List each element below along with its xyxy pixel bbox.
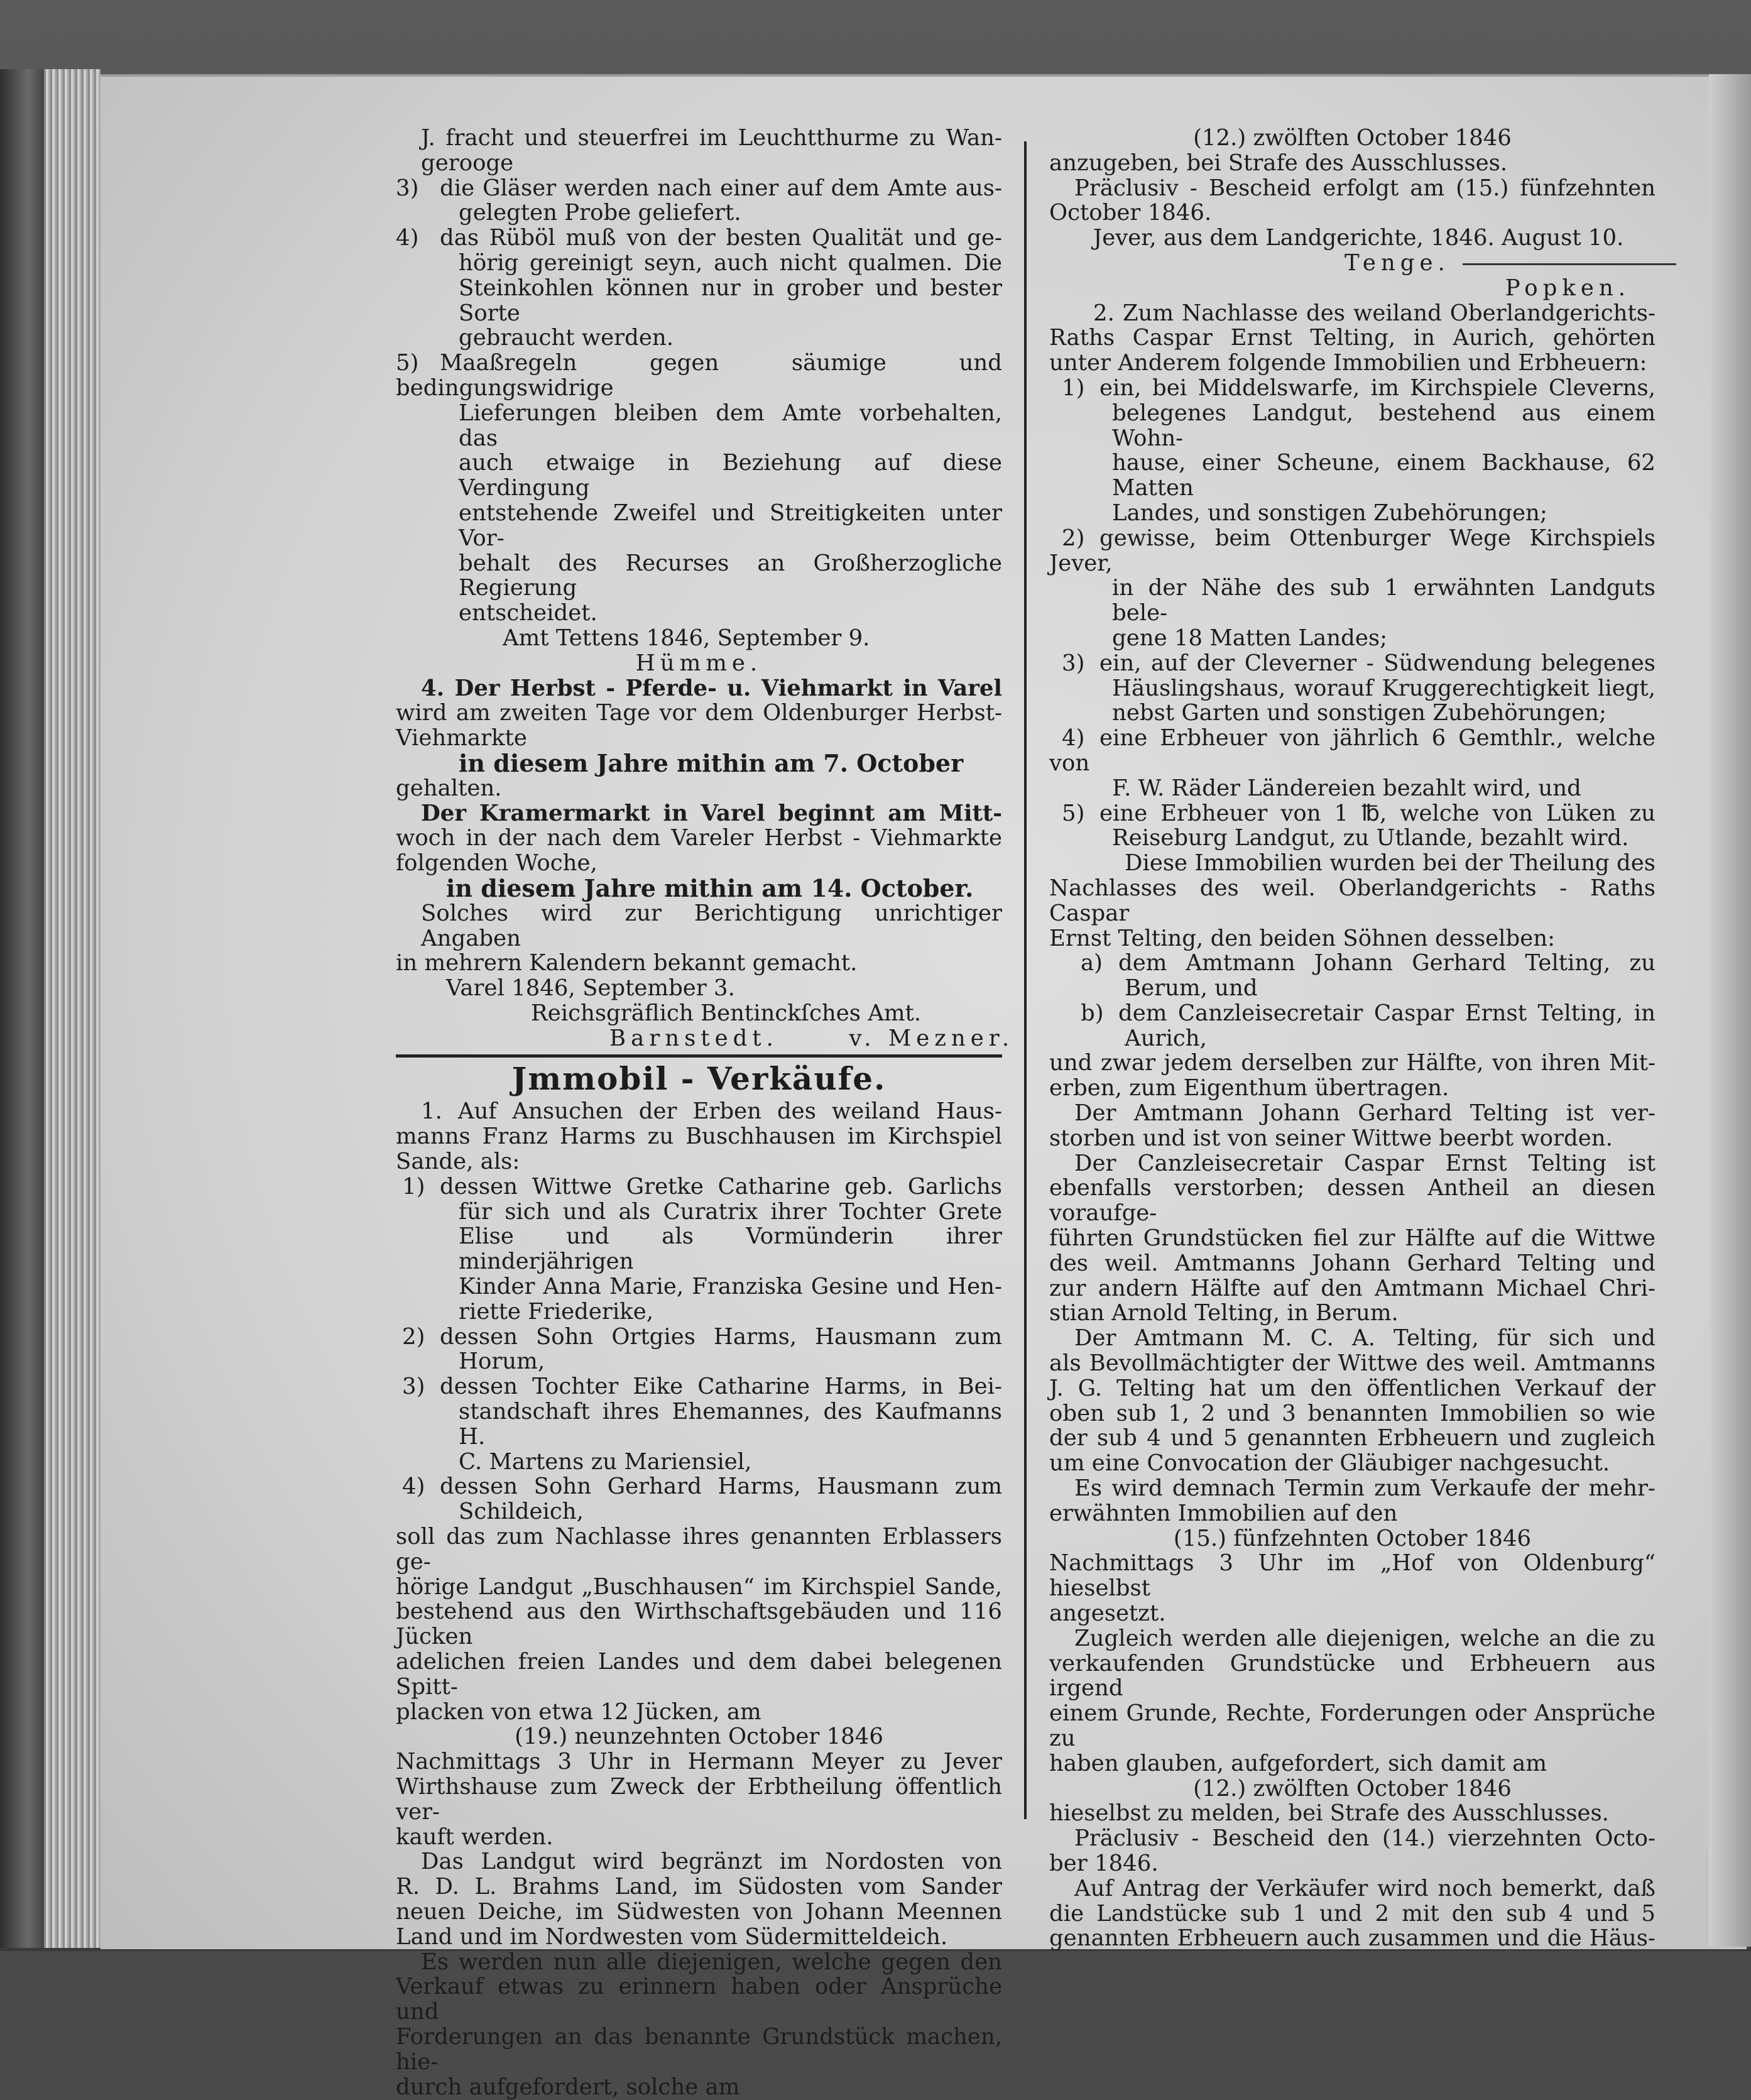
text-line: haben glauben, aufgefordert, sich damit am bbox=[1049, 1750, 1547, 1776]
text-line: angesetzt. bbox=[1049, 1600, 1166, 1627]
list-item bbox=[1049, 801, 1656, 851]
item-number: 1) bbox=[402, 1173, 425, 1200]
text-line: dessen Wittwe Gretke Catharine geb. Garlichs bbox=[440, 1173, 1002, 1200]
text-line: stian Arnold Telting, in Berum. bbox=[1049, 1300, 1399, 1326]
text-line: belegenes Landgut, bestehend aus einem Wohn- bbox=[1112, 400, 1656, 451]
text-line: Präclusiv - Bescheid erfolgt am (15.) fünfzehnten bbox=[1074, 175, 1656, 201]
text-line: die Landstücke sub 1 und 2 mit den sub 4 und 5 bbox=[1049, 1900, 1656, 1927]
item-number: 2) bbox=[402, 1323, 425, 1350]
item-number: 3) bbox=[402, 1374, 425, 1400]
text-line: dessen Sohn Ortgies Harms, Hausmann zum bbox=[440, 1323, 1002, 1350]
text-line: Reiseburg Landgut, zu Utlande, bezahlt wird. bbox=[1112, 825, 1629, 851]
text-line: ein, bei Middelswarfe, im Kirchspiele Cleverns, bbox=[1099, 375, 1656, 401]
text-line: Raths Caspar Ernst Telting, in Aurich, gehörten bbox=[1049, 325, 1656, 351]
text-line: hörig gereinigt seyn, auch nicht qualmen. Die bbox=[459, 249, 1002, 276]
text-line: gewisse, beim Ottenburger Wege Kirchspiels Jever, bbox=[1049, 525, 1656, 576]
office-name: Reichsgräflich Bentinckſches Amt. bbox=[531, 1000, 922, 1026]
left-column bbox=[396, 125, 1015, 2100]
text-line: J. fracht und steuerfrei im Leuchtthurme zu Wan- bbox=[421, 125, 1002, 151]
text-line: manns Franz Harms zu Buschhausen im Kirchspiel bbox=[396, 1124, 1002, 1150]
text-line: soll das zum Nachlasse ihres genannten Erblassers ge- bbox=[396, 1524, 1002, 1575]
text-line: standschaft ihres Ehemannes, des Kaufmanns H. bbox=[459, 1399, 1002, 1450]
text-line: Das Landgut wird begränzt im Nordosten von bbox=[421, 1849, 1002, 1875]
dateline: Jever, aus dem Landgerichte, 1846. August 10. bbox=[1093, 225, 1624, 251]
text-line: entstehende Zweifel und Streitigkeiten unter Vor- bbox=[459, 500, 1002, 551]
text-line: Steinkohlen können nur in grober und bester Sorte bbox=[459, 275, 1002, 326]
text-line: hörige Landgut „Buschhausen“ im Kirchspiel Sande, bbox=[396, 1573, 1002, 1600]
text-line: Ernst Telting, den beiden Söhnen desselben: bbox=[1049, 925, 1556, 951]
list-item bbox=[1049, 651, 1656, 726]
section-heading: Jmmobil - Verkäufe. bbox=[511, 1060, 886, 1098]
text-line: die Gläser werden nach einer auf dem Amte aus- bbox=[440, 175, 1002, 201]
text-line: dessen Tochter Eike Catharine Harms, in Bei- bbox=[440, 1374, 1002, 1400]
text-line: Viehmarkte bbox=[396, 725, 527, 752]
item-number: 4) bbox=[396, 225, 419, 251]
dateline: Varel 1846, September 3. bbox=[446, 975, 735, 1002]
text-line: Sande, als: bbox=[396, 1149, 520, 1175]
text-line: durch aufgefordert, solche am bbox=[396, 2074, 740, 2100]
text-line: Land und im Nordwesten vom Südermitteldeich. bbox=[396, 1923, 948, 1950]
text-line: Horum, bbox=[459, 1348, 545, 1375]
text-line: Lieferungen bleiben dem Amte vorbehalten, das bbox=[459, 400, 1002, 451]
item-number: 5) bbox=[1062, 800, 1085, 826]
text-line: Nachmittags 3 Uhr in Hermann Meyer zu Jever bbox=[396, 1749, 1002, 1775]
market-date: in diesem Jahre mithin am 7. October bbox=[459, 748, 964, 777]
sale-date: (12.) zwölften October 1846 bbox=[1193, 1775, 1512, 1802]
sale-date: (12.) zwölften October 1846 bbox=[1193, 125, 1512, 151]
column-divider bbox=[1024, 141, 1027, 1819]
signature: Barnstedt. bbox=[609, 1025, 778, 1051]
text-line: auch etwaige in Beziehung auf diese Verdingung bbox=[459, 450, 1002, 501]
text-line: 2. Zum Nachlasse des weiland Oberlandgerichts- bbox=[1093, 300, 1656, 326]
text-line: behalt des Recurses an Großherzogliche Regierung bbox=[459, 550, 1002, 601]
text-line: Berum, und bbox=[1125, 975, 1258, 1002]
item-number: 3) bbox=[1062, 650, 1085, 676]
text-line: oben sub 1, 2 und 3 benannten Immobilien so wie bbox=[1049, 1400, 1656, 1426]
text-line: C. Martens zu Mariensiel, bbox=[459, 1448, 752, 1475]
item-number: 4) bbox=[402, 1474, 425, 1500]
text-line: Es wird demnach Termin zum Verkaufe der mehr- bbox=[1074, 1475, 1656, 1502]
text-line: erwähnten Immobilien auf den bbox=[1049, 1500, 1398, 1526]
text-line: gene 18 Matten Landes; bbox=[1112, 625, 1388, 651]
text-line: Auf Antrag der Verkäufer wird noch bemerkt, daß bbox=[1074, 1875, 1656, 1901]
notice-title: 4. Der Herbst - Pferde- u. Viehmarkt in Varel bbox=[421, 675, 1002, 701]
text-line: ber 1846. bbox=[1049, 1850, 1159, 1876]
list-item bbox=[1049, 526, 1656, 651]
text-line: führten Grundstücken fiel zur Hälfte auf die Wittwe bbox=[1049, 1225, 1656, 1252]
text-line: ein, auf der Cleverner - Südwendung belegenes bbox=[1099, 650, 1656, 676]
text-line: Kinder Anna Marie, Franziska Gesine und Hen- bbox=[459, 1274, 1002, 1300]
text-line: Nachlasses des weil. Oberlandgerichts - Raths Caspar bbox=[1049, 875, 1656, 926]
page-edges bbox=[44, 69, 102, 1948]
signature: Tenge. bbox=[1345, 249, 1450, 276]
item-number: 4) bbox=[1062, 725, 1085, 752]
item-label: b) bbox=[1081, 1000, 1104, 1026]
text-line: das Rüböl muß von der besten Qualität und ge- bbox=[440, 225, 1002, 251]
text-line: J. G. Telting hat um den öffentlichen Verkauf der bbox=[1049, 1375, 1656, 1401]
text-line: nebst Garten und sonstigen Zubehörungen; bbox=[1112, 700, 1606, 726]
text-line: gebraucht werden. bbox=[459, 325, 674, 351]
text-line: einem Grunde, Rechte, Forderungen oder Ansprüche zu bbox=[1049, 1700, 1656, 1751]
text-line: riette Friederike, bbox=[459, 1298, 653, 1325]
list-item bbox=[1049, 1001, 1656, 1051]
text-line: hieselbst zu melden, bei Strafe des Ausschlusses. bbox=[1049, 1800, 1609, 1827]
text-line: des weil. Amtmanns Johann Gerhard Telting und bbox=[1049, 1250, 1656, 1276]
text-line: gerooge bbox=[421, 150, 514, 176]
list-item bbox=[396, 226, 1002, 351]
text-line: gelegten Probe geliefert. bbox=[459, 200, 741, 226]
list-item bbox=[1049, 726, 1656, 801]
text-line: unter Anderem folgende Immobilien und Erbheuern: bbox=[1049, 350, 1647, 376]
page-right-edge bbox=[1709, 74, 1751, 1947]
text-line: anzugeben, bei Strafe des Ausschlusses. bbox=[1049, 150, 1508, 176]
text-line: eine Erbheuer von 1 ℔, welche von Lüken zu bbox=[1099, 800, 1656, 826]
list-item bbox=[1049, 376, 1656, 526]
text-line: Zugleich werden alle diejenigen, welche an die zu bbox=[1074, 1625, 1656, 1651]
text-line: in der Nähe des sub 1 erwähnten Landguts bele- bbox=[1112, 575, 1656, 626]
list-item bbox=[396, 1174, 1002, 1325]
text-line: neuen Deiche, im Südwesten von Johann Meennen bbox=[396, 1898, 1002, 1925]
text-line: Der Canzleisecretair Caspar Ernst Telting ist bbox=[1074, 1150, 1656, 1176]
text-line: wird am zweiten Tage vor dem Oldenburger Herbst- bbox=[396, 700, 1002, 726]
text-line: ebenfalls verstorben; dessen Antheil an diesen voraufge- bbox=[1049, 1175, 1656, 1227]
text-line: adelichen freien Landes und dem dabei belegenen Spitt- bbox=[396, 1649, 1002, 1700]
text-line: Nachmittags 3 Uhr im „Hof von Oldenburg“ hieselbst bbox=[1049, 1550, 1656, 1602]
text-line: Solches wird zur Berichtigung unrichtiger Angaben bbox=[421, 900, 1002, 951]
text-line: Verkauf etwas zu erinnern haben oder Ansprüche und bbox=[396, 1974, 1002, 2025]
signature-rule bbox=[1463, 263, 1676, 265]
text-line: storben und ist von seiner Wittwe beerbt worden. bbox=[1049, 1125, 1613, 1151]
item-number: 2) bbox=[1062, 525, 1085, 551]
text-line: bestehend aus den Wirthschaftsgebäuden und 116 Jücken bbox=[396, 1599, 1002, 1650]
right-column bbox=[1049, 126, 1656, 1951]
text-line: genannten Erbheuern auch zusammen und die Häus- bbox=[1049, 1925, 1656, 1952]
text-line: erben, zum Eigenthum übertragen. bbox=[1049, 1075, 1449, 1102]
market-date: in diesem Jahre mithin am 14. October. bbox=[446, 873, 974, 902]
text-line: als Bevollmächtigter der Wittwe des weil. Amtmanns bbox=[1049, 1350, 1656, 1377]
list-item bbox=[396, 1374, 1002, 1474]
dateline: Amt Tettens 1846, September 9. bbox=[503, 625, 870, 651]
text-line: verkaufenden Grundstücke und Erbheuern aus irgend bbox=[1049, 1650, 1656, 1702]
book-spine bbox=[0, 69, 47, 1948]
item-label: a) bbox=[1081, 950, 1103, 976]
list-item bbox=[396, 176, 1002, 226]
text-line: und zwar jedem derselben zur Hälfte, von ihren Mit- bbox=[1049, 1050, 1656, 1076]
signature: Popken. bbox=[1505, 275, 1630, 301]
list-item bbox=[1049, 951, 1656, 1001]
text-line: kauft werden. bbox=[396, 1824, 554, 1850]
text-line: Häuslingshaus, worauf Kruggerechtigkeit liegt, bbox=[1112, 675, 1656, 701]
text-line: dem Amtmann Johann Gerhard Telting, zu bbox=[1118, 950, 1656, 976]
text-line: zur andern Hälfte auf den Amtmann Michael Chri- bbox=[1049, 1275, 1656, 1301]
text-line: Schildeich, bbox=[459, 1499, 584, 1525]
text-line: October 1846. bbox=[1049, 200, 1212, 226]
text-line: gehalten. bbox=[396, 775, 502, 801]
text-line: für sich und als Curatrix ihrer Tochter Grete bbox=[459, 1198, 1002, 1225]
list-item bbox=[396, 1474, 1002, 1524]
signature: v. Mezner. bbox=[849, 1025, 1015, 1051]
signature: Hümme. bbox=[635, 650, 763, 676]
text-line: Landes, und sonstigen Zubehörungen; bbox=[1112, 500, 1547, 526]
section-rule bbox=[396, 1054, 1002, 1058]
text-line: R. D. L. Brahms Land, im Südosten vom Sander bbox=[396, 1874, 1002, 1900]
text-line: entscheidet. bbox=[459, 600, 597, 626]
text-line: um eine Convocation der Gläubiger nachgesucht. bbox=[1049, 1450, 1610, 1477]
text-line: Der Amtmann Johann Gerhard Telting ist ver- bbox=[1074, 1100, 1656, 1127]
text-line: Elise und als Vormünderin ihrer minderjährigen bbox=[459, 1223, 1002, 1275]
text-line: Präclusiv - Bescheid den (14.) vierzehnten Octo- bbox=[1074, 1825, 1656, 1852]
text-line: F. W. Räder Ländereien bezahlt wird, und bbox=[1112, 775, 1581, 801]
text-line: der sub 4 und 5 genannten Erbheuern und zugleich bbox=[1049, 1425, 1656, 1452]
item-number: 1) bbox=[1062, 375, 1085, 401]
text-line: hause, einer Scheune, einem Backhause, 62 Matten bbox=[1112, 450, 1656, 501]
text-line: in mehrern Kalendern bekannt gemacht. bbox=[396, 950, 858, 976]
item-number: 3) bbox=[396, 175, 419, 201]
text-line: dessen Sohn Gerhard Harms, Hausmann zum bbox=[440, 1474, 1002, 1500]
text-line: Diese Immobilien wurden bei der Theilung des bbox=[1125, 850, 1656, 877]
text-line: Aurich, bbox=[1125, 1025, 1207, 1051]
text-line: Es werden nun alle diejenigen, welche gegen den bbox=[421, 1949, 1002, 1975]
text-line: placken von etwa 12 Jücken, am bbox=[396, 1698, 761, 1725]
sale-date: (15.) fünfzehnten October 1846 bbox=[1173, 1525, 1532, 1551]
text-line: Der Amtmann M. C. A. Telting, für sich und bbox=[1074, 1325, 1656, 1352]
text-line: folgenden Woche, bbox=[396, 850, 597, 877]
text-line: Maaßregeln gegen säumige und bedingungswidrige bbox=[396, 350, 1002, 401]
list-item bbox=[396, 351, 1002, 626]
sale-date: (19.) neunzehnten October 1846 bbox=[515, 1724, 883, 1750]
text-line: 1. Auf Ansuchen der Erben des weiland Haus- bbox=[421, 1098, 1002, 1125]
text-line: dem Canzleisecretair Caspar Ernst Telting, in bbox=[1118, 1000, 1656, 1026]
text-line: woch in der nach dem Vareler Herbst - Viehmarkte bbox=[396, 825, 1002, 851]
list-item bbox=[396, 1325, 1002, 1375]
text-line: Wirthshause zum Zweck der Erbtheilung öffentlich ver- bbox=[396, 1774, 1002, 1825]
text-line: eine Erbheuer von jährlich 6 Gemthlr., welche von bbox=[1049, 725, 1656, 776]
text-line: Der Kramermarkt in Varel beginnt am Mitt- bbox=[421, 800, 1002, 826]
text-line: Forderungen an das benannte Grundstück machen, hie- bbox=[396, 2023, 1002, 2075]
item-number: 5) bbox=[396, 350, 419, 376]
